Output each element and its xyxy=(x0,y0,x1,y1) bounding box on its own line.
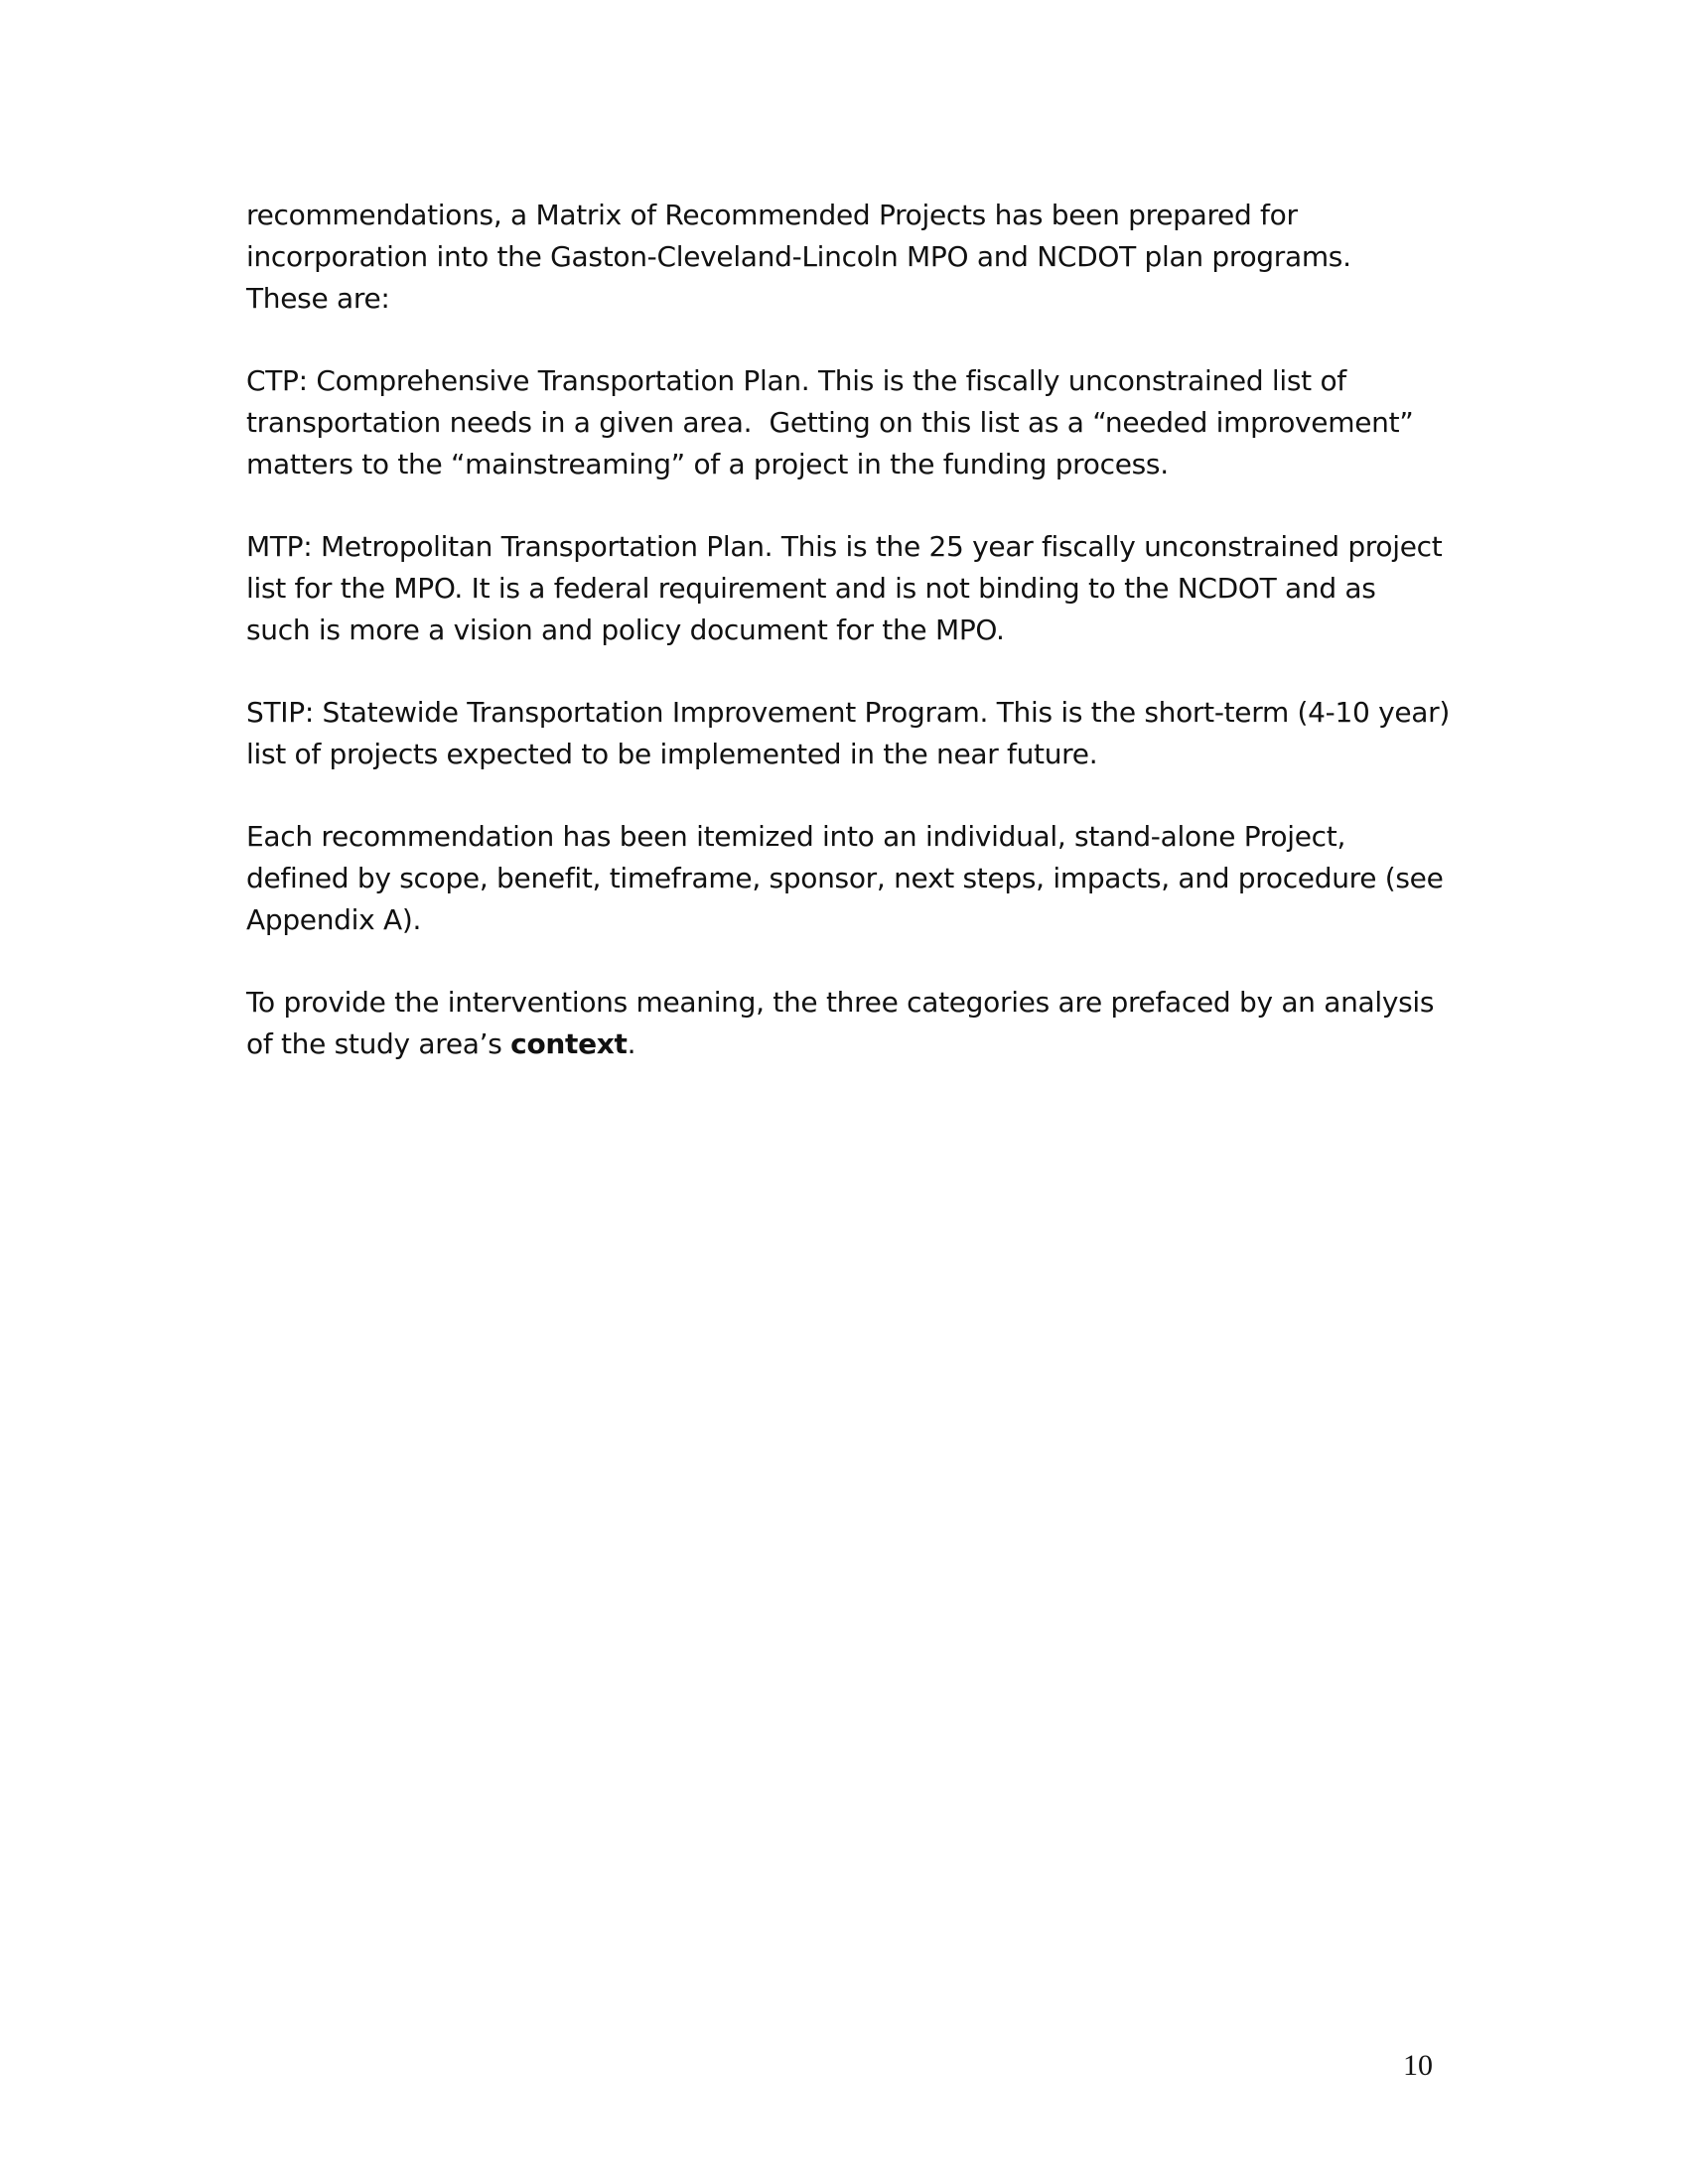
text-line: MTP: Metropolitan Transportation Plan. This is the 25 year fiscally unconstrained project xyxy=(246,530,1443,563)
text-line: such is more a vision and policy document for the MPO. xyxy=(246,614,1005,646)
text-line: These are: xyxy=(246,282,390,315)
emphasized-term: context xyxy=(510,1027,628,1060)
text-line: To provide the interventions meaning, the three categories are prefaced by an analysis xyxy=(246,986,1435,1019)
text-line: defined by scope, benefit, timeframe, sponsor, next steps, impacts, and procedure (see xyxy=(246,862,1444,894)
text-line: STIP: Statewide Transportation Improvement Program. This is the short-term (4-10 year) xyxy=(246,696,1450,729)
paragraph-intro xyxy=(246,195,1448,320)
text-line: list of projects expected to be implemented in the near future. xyxy=(246,738,1098,770)
paragraph-projects xyxy=(246,816,1448,941)
paragraph-context xyxy=(246,982,1448,1065)
text-fragment: of the study area’s xyxy=(246,1027,511,1060)
page-number: 10 xyxy=(1403,2049,1433,2082)
text-line: list for the MPO. It is a federal requirement and is not binding to the NCDOT and as xyxy=(246,572,1376,605)
text-line: Each recommendation has been itemized into an individual, stand-alone Project, xyxy=(246,820,1346,853)
text-line: incorporation into the Gaston-Cleveland-Lincoln MPO and NCDOT plan programs. xyxy=(246,240,1351,273)
text-line: Appendix A). xyxy=(246,903,422,936)
text-line: matters to the “mainstreaming” of a project in the funding process. xyxy=(246,448,1169,480)
text-line-with-emphasis xyxy=(246,1024,1448,1065)
paragraph-ctp xyxy=(246,360,1448,485)
paragraph-stip xyxy=(246,692,1448,775)
text-line: recommendations, a Matrix of Recommended Projects has been prepared for xyxy=(246,199,1298,231)
text-line: CTP: Comprehensive Transportation Plan. This is the fiscally unconstrained list of xyxy=(246,364,1346,397)
body-text xyxy=(246,195,1448,1106)
text-fragment: . xyxy=(627,1027,636,1060)
paragraph-mtp xyxy=(246,526,1448,651)
text-line: transportation needs in a given area. Getting on this list as a “needed improvement” xyxy=(246,406,1414,439)
